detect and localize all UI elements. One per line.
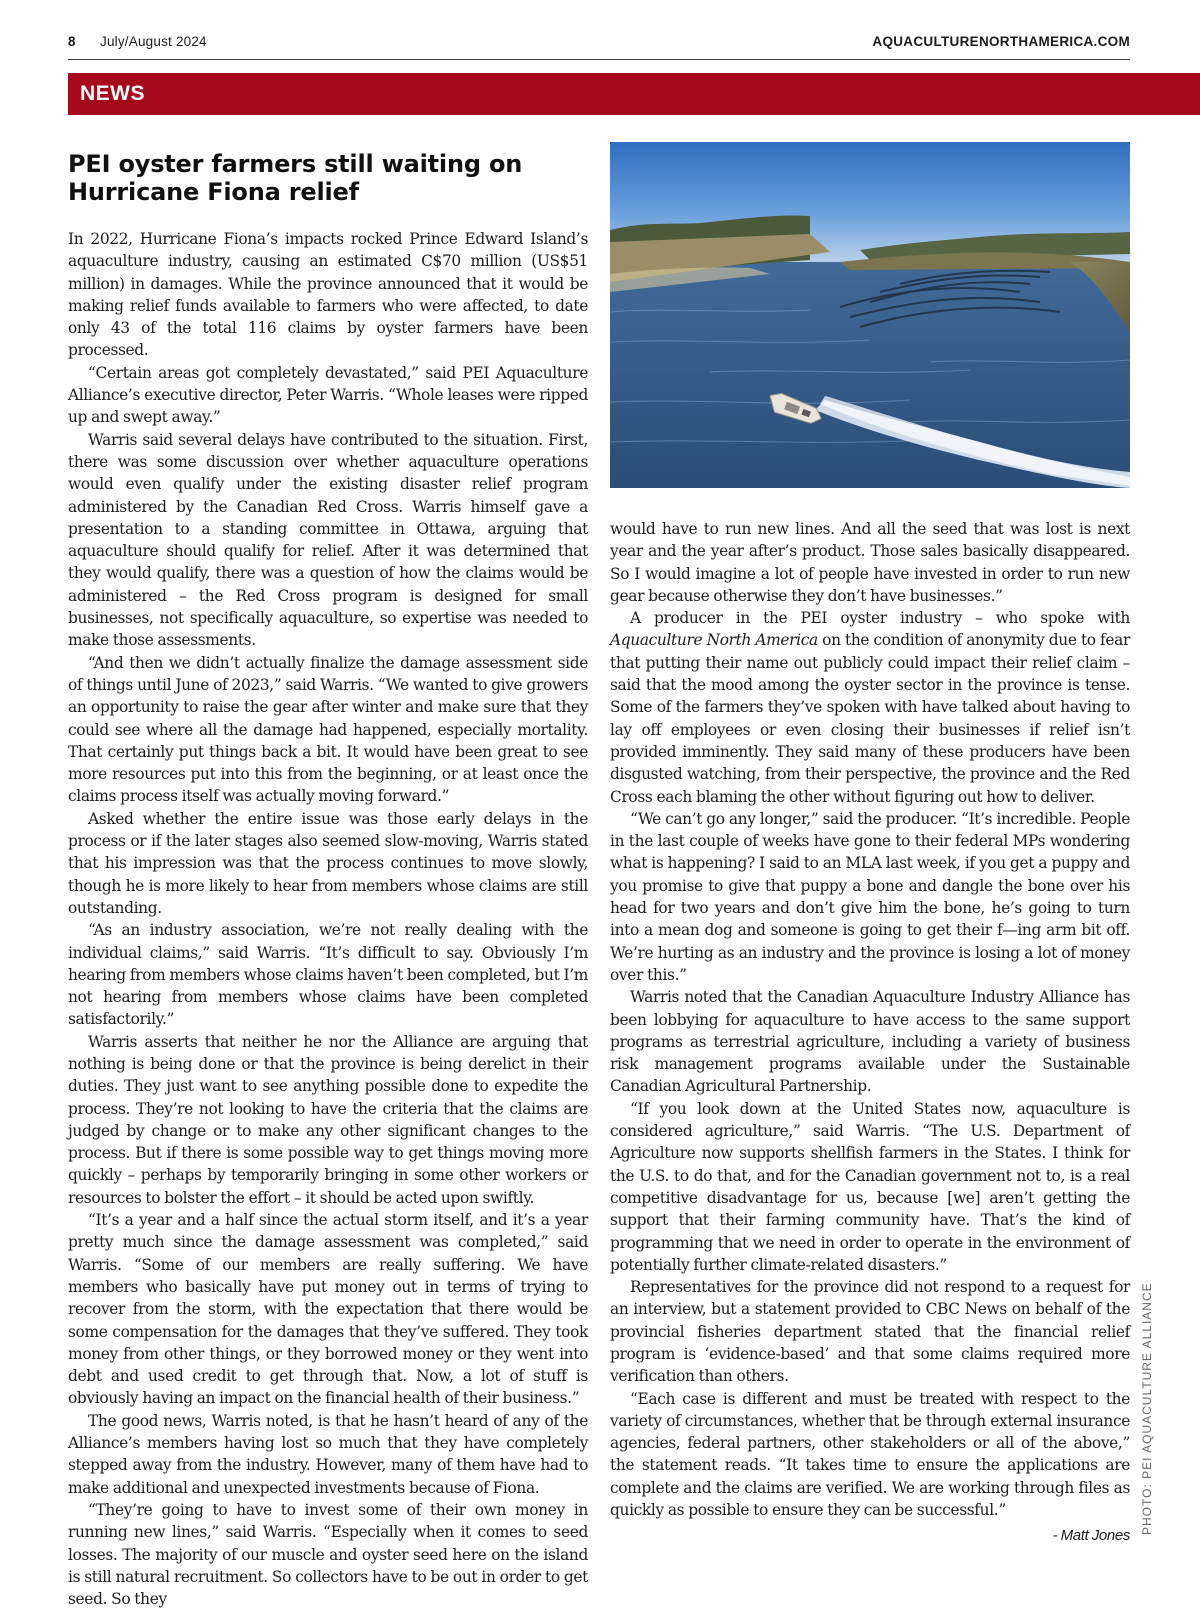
article-column-2: [610, 518, 1130, 1548]
paragraph: Warris said several delays have contributed to the situation. First, there was some discussion over whether aquaculture operations would even qualify under the existing disaster relief program administered by the Canadian Red Cross. Warris himself gave a presentation to a standing committee in Ottawa, arguing that aquaculture should qualify for relief. After it was determined that they would qualify, there was a question of how the claims would be administered – the Red Cross program is designed for small businesses, not specifically aquaculture, so expertise was needed to make those assessments.: [68, 430, 588, 650]
site-url: AQUACULTURENORTHAMERICA.COM: [872, 34, 1130, 49]
paragraph: Representatives for the province did not respond to a request for an interview, but a statement provided to CBC News on behalf of the provincial fisheries department stated that the financial relief program is ‘evidence-based’ and that some claims required more verification than others.: [610, 1278, 1130, 1386]
paragraph: would have to run new lines. And all the seed that was lost is next year and the year after’s product. Those sales basically disappeared. So I would imagine a lot of people have invested in order to run new gear because otherwise they don’t have businesses.”: [610, 520, 1130, 605]
paragraph: “They’re going to have to invest some of their own money in running new lines,” said Warris. “Especially when it comes to seed losses. The majority of our muscle and oyster seed here on the island is still natural recruitment. So collectors have to be out in order to get seed. So they: [68, 1500, 588, 1609]
paragraph: Warris noted that the Canadian Aquaculture Industry Alliance has been lobbying for aquaculture to have access to the same support programs as terrestrial agriculture, including a variety of business risk management programs available under the Sustainable Canadian Agricultural Partnership.: [610, 988, 1130, 1096]
issue-date: July/August 2024: [100, 34, 207, 49]
paragraph-text: on the condition of anonymity due to fear that putting their name out publicly could impact their relief claim – said that the mood among the oyster sector in the province is tense. Some of the farmers they’ve spoken with have talked about having to lay off employees or even closing their businesses if relief isn’t provided imminently. They said many of these producers have been disgusted watching, from their perspective, the province and the Red Cross each blaming the other without figuring out how to deliver.: [610, 631, 1130, 806]
paragraph: Warris asserts that neither he nor the Alliance are arguing that nothing is being done or that the province is being derelict in their duties. They just want to see anything possible done to expedite the process. They’re not looking to have the criteria that the claims are judged by change or to make any other significant changes to the process. But if there is some possible way to get things moving more quickly – perhaps by temporarily bringing in some other workers or resources to bolster the effort – it should be acted upon swiftly.: [68, 1032, 588, 1207]
headline-line-2: Hurricane Fiona relief: [68, 178, 359, 206]
publication-name: Aquaculture North America: [610, 631, 818, 650]
paragraph: “As an industry association, we’re not really dealing with the individual claims,” said Warris. “It’s difficult to say. Obviously I’m hearing from members whose claims haven’t been completed, but I’m not hearing from members whose claims have been completed satisfactorily.”: [68, 921, 588, 1029]
paragraph: “We can’t go any longer,” said the producer. “It’s incredible. People in the last couple of weeks have gone to their federal MPs wondering what is happening? I said to an MLA last week, if you get a puppy and you promise to give that puppy a bone and dangle the bone over his head for two years and don’t give him the bone, he’s going to turn into a mean dog and someone is going to get their f—ing arm bit off. We’re hurting as an industry and the province is losing a lot of money over this.”: [610, 809, 1130, 984]
photo-credit: PHOTO: PEI AQUACULTURE ALLIANCE: [1140, 1282, 1154, 1535]
page-number: 8: [68, 34, 76, 49]
article-column-1: [68, 228, 588, 1610]
paragraph: “If you look down at the United States now, aquaculture is considered agriculture,” said Warris. “The U.S. Department of Agriculture now supports shellfish farmers in the States. I think for the U.S. to do that, and for the Canadian government not to, is a real competitive disadvantage for us, because [we] aren’t getting the support that their farming community have. That’s the kind of programming that we need in order to operate in the environment of potentially further climate-related disasters.”: [610, 1099, 1130, 1274]
header-rule: [68, 59, 1130, 60]
article-photo: [610, 142, 1130, 488]
paragraph: “Each case is different and must be treated with respect to the variety of circumstances, whether that be through external insurance agencies, federal partners, other stakeholders or all of the above,” the statement reads. “It takes time to ensure the applications are complete and the claims are verified. We are working through files as quickly as possible to ensure they can be successful.”: [610, 1389, 1130, 1520]
paragraph: [610, 607, 1130, 808]
paragraph: Asked whether the entire issue was those early delays in the process or if the later stages also seemed slow-moving, Warris stated that his impression was that the process continues to move slowly, though he is more likely to hear from members whose claims are still outstanding.: [68, 809, 588, 917]
paragraph: The good news, Warris noted, is that he hasn’t heard of any of the Alliance’s members having lost so much that they have completely stepped away from the industry. However, many of them have had to make additional and unexpected investments because of Fiona.: [68, 1411, 588, 1497]
section-bar: [68, 73, 1200, 115]
paragraph: In 2022, Hurricane Fiona’s impacts rocked Prince Edward Island’s aquaculture industry, causing an estimated C$70 million (US$51 million) in damages. While the province announced that it would be making relief funds available to farmers who were affected, to date only 43 of the total 116 claims by oyster farmers have been processed.: [68, 230, 588, 360]
byline: - Matt Jones: [1052, 1527, 1130, 1545]
paragraph-text: A producer in the PEI oyster industry – who spoke with: [630, 609, 1130, 628]
paragraph: “And then we didn’t actually finalize the damage assessment side of things until June of 2023,” said Warris. “We wanted to give growers an opportunity to raise the gear after winter and make sure that they could see where all the damage had happened, especially mortality. That certainly put things back a bit. It would have been great to see more resources put into this from the beginning, or at least once the claims process itself was actually moving forward.”: [68, 653, 588, 806]
page-header: [68, 34, 1130, 56]
paragraph: “Certain areas got completely devastated,” said PEI Aquaculture Alliance’s executive director, Peter Warris. “Whole leases were ripped up and swept away.”: [68, 363, 588, 427]
section-label: NEWS: [80, 82, 145, 105]
headline-line-1: PEI oyster farmers still waiting on: [68, 150, 523, 178]
paragraph: “It’s a year and a half since the actual storm itself, and it’s a year pretty much since the damage assessment was completed,” said Warris. “Some of our members are really suffering. We have members who basically have put money out in terms of trying to recover from the storm, with the expectation that there would be some compensation for the damages that they’ve suffered. They took money from other things, or they borrowed money or they went into debt and used credit to get through that. Now, a lot of stuff is obviously having an impact on the financial health of their business.”: [68, 1211, 588, 1408]
boat-on-water-image: [610, 142, 1130, 488]
headline: [68, 150, 588, 206]
